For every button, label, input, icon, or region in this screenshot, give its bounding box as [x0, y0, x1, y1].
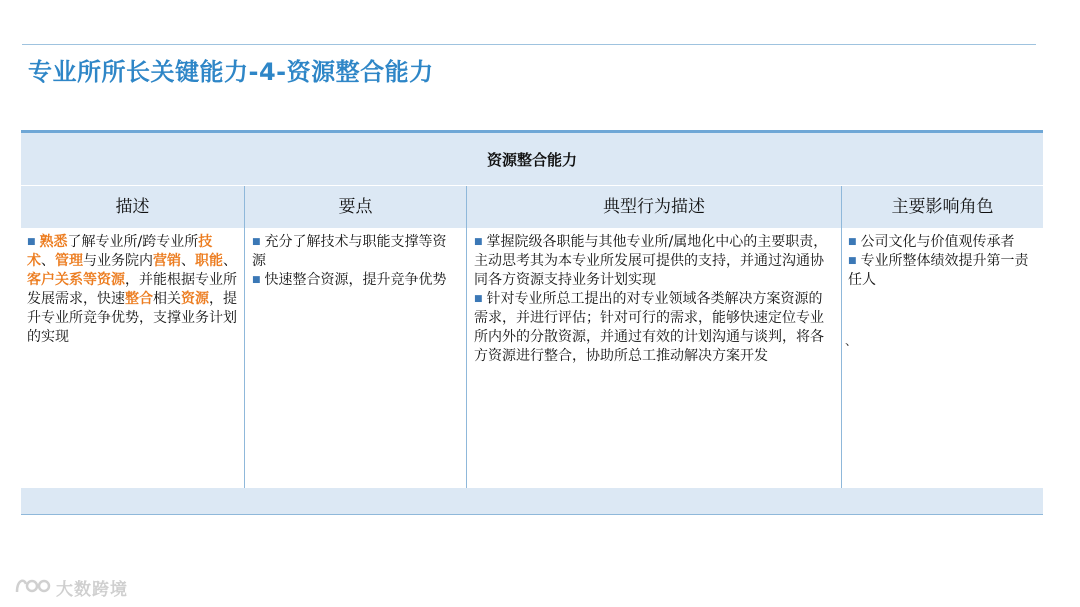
roles-cell [848, 233, 1038, 290]
behaviors-cell [474, 233, 832, 366]
logo-icon [14, 574, 54, 596]
description-segment: 相关 [153, 291, 181, 307]
header-roles: 主要影响角色 [842, 186, 1043, 228]
list-item: ■ 快速整合资源，提升竞争优势 [252, 272, 447, 288]
top-divider [22, 44, 1036, 45]
bullet-icon: ■ [474, 294, 483, 304]
bullet-icon: ■ [27, 237, 36, 247]
bullet-icon: ■ [474, 237, 483, 247]
ability-table [21, 130, 1043, 514]
logo-text: 大数跨境 [56, 580, 128, 600]
bullet-icon: ■ [848, 256, 857, 266]
description-segment: 、 [181, 253, 195, 269]
highlight-text: 熟悉 [39, 234, 68, 250]
stray-mark: 、 [845, 334, 858, 348]
description-segment: 、 [223, 253, 237, 269]
list-item: ■ 掌握院级各职能与其他专业所/属地化中心的主要职责，主动思考其为本专业所发展可提供的支持，并通过沟通协同各方资源支持业务计划实现 [474, 234, 828, 288]
table-caption: 资源整合能力 [486, 151, 577, 169]
list-item: ■ 公司文化与价值观传承者 [848, 234, 1015, 250]
description-segment: 了解专业所/跨专业所 [67, 234, 199, 250]
description-segment: ，提升专业所竞争优势，支撑业务计划的实现 [27, 291, 237, 345]
highlight-text: 管理 [55, 253, 83, 269]
column-divider [841, 186, 842, 488]
column-divider [244, 186, 245, 488]
key-points-cell [252, 233, 458, 290]
highlight-text: 资源 [181, 291, 209, 307]
highlight-text: 技术 [27, 234, 213, 269]
page-title: 专业所所长关键能力-4-资源整合能力 [28, 58, 434, 86]
bullet-icon: ■ [252, 275, 261, 285]
list-item: ■ 充分了解技术与职能支撑等资源 [252, 234, 447, 269]
bullet-icon: ■ [252, 237, 261, 247]
description-segment: 、 [41, 253, 55, 269]
header-key-points: 要点 [245, 186, 466, 228]
bullet-icon: ■ [848, 237, 857, 247]
watermark-logo [14, 572, 144, 600]
description-segment: 与业务院内 [83, 253, 153, 269]
description-segment: ，并能根据专业所发展需求，快速 [27, 272, 237, 307]
description-cell [27, 233, 237, 347]
table-caption-band [21, 133, 1043, 186]
list-item: ■ 专业所整体绩效提升第一责任人 [848, 253, 1029, 288]
header-behaviors: 典型行为描述 [467, 186, 841, 228]
highlight-text: 营销 [153, 253, 181, 269]
column-divider [466, 186, 467, 488]
description-text [27, 234, 237, 345]
list-item: ■ 针对专业所总工提出的对专业领域各类解决方案资源的需求，并进行评估；针对可行的需求，能够快速定位专业所内外的分散资源，并通过有效的计划沟通与谈判，将各方资源进行整合，协助所总工推动解决方案开发 [474, 291, 824, 364]
highlight-text: 职能 [195, 253, 223, 269]
header-description: 描述 [21, 186, 244, 228]
highlight-text: 客户关系等资源 [27, 272, 125, 288]
highlight-text: 整合 [125, 291, 153, 307]
table-footer-band [21, 488, 1043, 515]
